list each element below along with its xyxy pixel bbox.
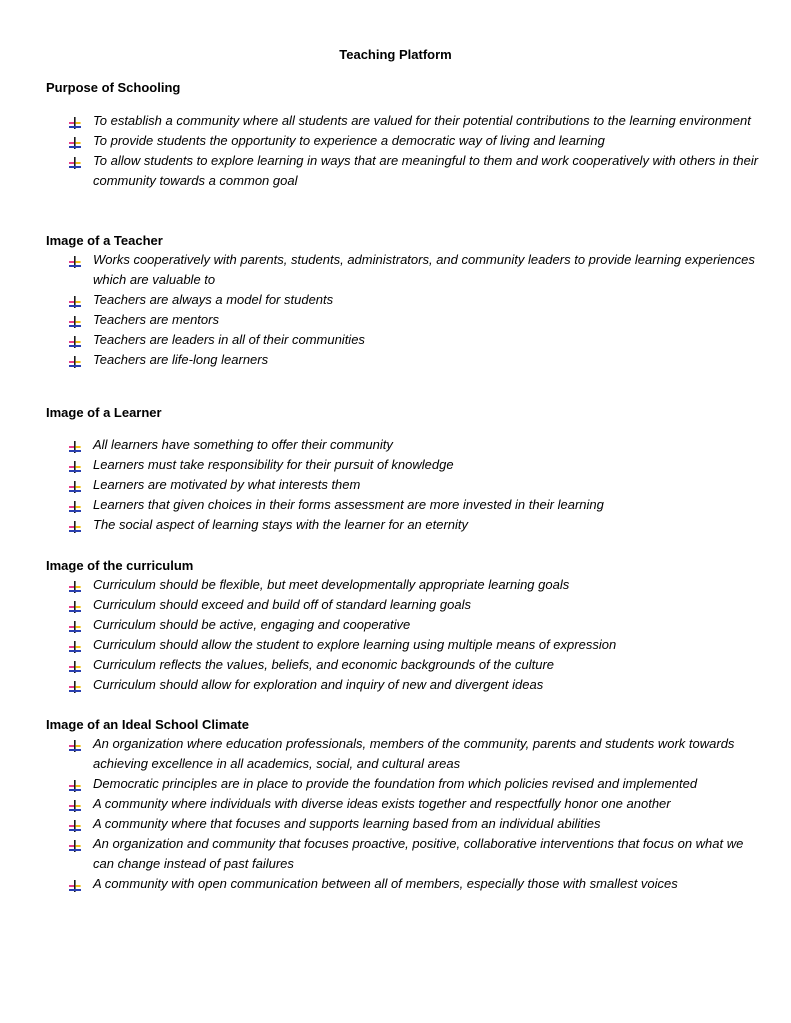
push-pin-bullet-icon [69,738,81,750]
section-image-of-a-teacher [46,232,766,370]
section-heading: Image of a Teacher [46,233,163,248]
page-title: Teaching Platform [339,47,452,62]
push-pin-bullet-icon [69,679,81,691]
push-pin-bullet-icon [69,155,81,167]
section-image-of-the-curriculum [46,557,766,695]
list-item: A community where that focuses and supports learning based from an individual abilities [46,814,766,834]
push-pin-bullet-icon [69,459,81,471]
list-item: Teachers are life-long learners [46,350,766,370]
list-item: Teachers are mentors [46,310,766,330]
bullet-list [46,111,766,191]
push-pin-bullet-icon [69,878,81,890]
push-pin-bullet-icon [69,115,81,127]
push-pin-bullet-icon [69,639,81,651]
list-item: Works cooperatively with parents, students, administrators, and community leaders to provide learning experiences which are valuable to [46,250,766,290]
list-item: Teachers are always a model for students [46,290,766,310]
bullet-list [46,734,766,894]
section-image-of-a-learner [46,404,766,535]
section-purpose-of-schooling [46,79,766,191]
list-item: Learners must take responsibility for their pursuit of knowledge [46,455,766,475]
list-item: To establish a community where all students are valued for their potential contributions to the learning environment [46,111,766,131]
list-item: Learners that given choices in their forms assessment are more invested in their learning [46,495,766,515]
push-pin-bullet-icon [69,314,81,326]
section-heading: Image of a Learner [46,405,162,420]
push-pin-bullet-icon [69,135,81,147]
list-item: A community with open communication between all of members, especially those with smallest voices [46,874,766,894]
push-pin-bullet-icon [69,838,81,850]
push-pin-bullet-icon [69,619,81,631]
push-pin-bullet-icon [69,519,81,531]
push-pin-bullet-icon [69,294,81,306]
push-pin-bullet-icon [69,599,81,611]
push-pin-bullet-icon [69,579,81,591]
list-item: An organization where education professionals, members of the community, parents and students work towards achieving excellence in all academics, social, and cultural areas [46,734,766,774]
bullet-list [46,435,766,535]
list-item: Teachers are leaders in all of their communities [46,330,766,350]
push-pin-bullet-icon [69,659,81,671]
push-pin-bullet-icon [69,334,81,346]
list-item: Curriculum should allow the student to explore learning using multiple means of expression [46,635,766,655]
section-heading: Purpose of Schooling [46,80,181,95]
list-item: Democratic principles are in place to provide the foundation from which policies revised and implemented [46,774,766,794]
list-item: Curriculum should allow for exploration and inquiry of new and divergent ideas [46,675,766,695]
section-heading: Image of the curriculum [46,558,194,573]
section-image-of-an-ideal-school-climate [46,716,766,894]
list-item: An organization and community that focuses proactive, positive, collaborative interventions that focus on what we can change instead of past failures [46,834,766,874]
list-item: To allow students to explore learning in ways that are meaningful to them and work cooperatively with others in their community towards a common goal [46,151,766,191]
push-pin-bullet-icon [69,798,81,810]
push-pin-bullet-icon [69,818,81,830]
list-item: Curriculum should exceed and build off of standard learning goals [46,595,766,615]
list-item: All learners have something to offer their community [46,435,766,455]
bullet-list [46,250,766,370]
push-pin-bullet-icon [69,479,81,491]
list-item: Curriculum should be active, engaging and cooperative [46,615,766,635]
section-heading: Image of an Ideal School Climate [46,717,249,732]
bullet-list [46,575,766,695]
push-pin-bullet-icon [69,254,81,266]
list-item: Curriculum should be flexible, but meet developmentally appropriate learning goals [46,575,766,595]
list-item: Learners are motivated by what interests them [46,475,766,495]
push-pin-bullet-icon [69,354,81,366]
push-pin-bullet-icon [69,439,81,451]
push-pin-bullet-icon [69,499,81,511]
list-item: The social aspect of learning stays with the learner for an eternity [46,515,766,535]
list-item: A community where individuals with diverse ideas exists together and respectfully honor one another [46,794,766,814]
push-pin-bullet-icon [69,778,81,790]
list-item: To provide students the opportunity to experience a democratic way of living and learning [46,131,766,151]
list-item: Curriculum reflects the values, beliefs, and economic backgrounds of the culture [46,655,766,675]
